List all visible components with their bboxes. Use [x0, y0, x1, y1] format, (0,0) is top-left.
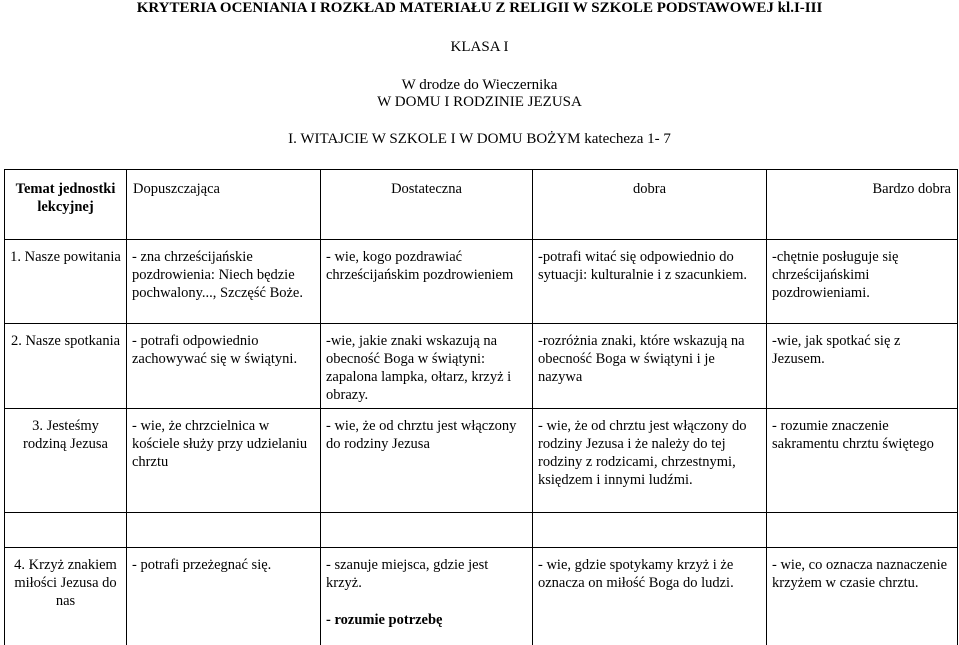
grading-table: [4, 169, 958, 645]
unit-cell: 4. Krzyż znakiem miłości Jezusa do nas: [5, 548, 127, 645]
table-row: [5, 240, 958, 324]
criteria-cell: - wie, co oznacza naznaczenie krzyżem w czasie chrztu.: [767, 548, 958, 645]
criteria-cell: - potrafi odpowiednio zachowywać się w świątyni.: [127, 324, 321, 409]
criteria-cell: - wie, kogo pozdrawiać chrześcijańskim pozdrowieniem: [321, 240, 533, 324]
column-header-dostateczna: Dostateczna: [321, 170, 533, 240]
criteria-cell: - wie, że chrzcielnica w kościele służy przy udzielaniu chrztu: [127, 409, 321, 513]
criteria-text-bold: - rozumie potrzebę: [326, 612, 443, 628]
table-row: [5, 324, 958, 409]
criteria-cell: - zna chrześcijańskie pozdrowienia: Niech będzie pochwalony..., Szczęść Boże.: [127, 240, 321, 324]
criteria-cell: -chętnie posługuje się chrześcijańskimi pozdrowieniami.: [767, 240, 958, 324]
document-title: KRYTERIA OCENIANIA I ROZKŁAD MATERIAŁU Z RELIGII W SZKOLE PODSTAWOWEJ kl.I-III: [136, 0, 823, 16]
table-header-row: [5, 170, 958, 240]
column-header-topic: Temat jednostki lekcyjnej: [5, 170, 127, 240]
unit-cell: 1. Nasze powitania: [5, 240, 127, 324]
criteria-cell: -wie, jak spotkać się z Jezusem.: [767, 324, 958, 409]
criteria-cell: -potrafi witać się odpowiednio do sytuacji: kulturalnie i z szacunkiem.: [533, 240, 767, 324]
column-header-dobra: dobra: [533, 170, 767, 240]
table-row: [5, 409, 958, 513]
section-title: I. WITAJCIE W SZKOLE I W DOMU BOŻYM katecheza 1- 7: [288, 131, 671, 147]
criteria-cell: - rozumie znaczenie sakramentu chrztu świętego: [767, 409, 958, 513]
subtitle-line-2: W DOMU I RODZINIE JEZUSA: [377, 94, 582, 110]
criteria-cell: -wie, jakie znaki wskazują na obecność Boga w świątyni: zapalona lampka, ołtarz, krzyż i obrazy.: [321, 324, 533, 409]
column-header-bardzo-dobra: Bardzo dobra: [767, 170, 958, 240]
criteria-text: - szanuje miejsca, gdzie jest krzyż.: [326, 557, 489, 591]
class-label: KLASA I: [450, 39, 509, 55]
criteria-cell: -rozróżnia znaki, które wskazują na obecność Boga w świątyni i je nazywa: [533, 324, 767, 409]
column-header-dopuszczajaca: Dopuszczająca: [127, 170, 321, 240]
criteria-cell: - wie, że od chrztu jest włączony do rodziny Jezusa: [321, 409, 533, 513]
unit-cell: 2. Nasze spotkania: [5, 324, 127, 409]
criteria-cell: - potrafi przeżegnać się.: [127, 548, 321, 645]
table-row: [5, 548, 958, 645]
unit-cell: 3. Jesteśmy rodziną Jezusa: [5, 409, 127, 513]
criteria-cell: - wie, że od chrztu jest włączony do rodziny Jezusa i że należy do tej rodziny z rodzicami, chrzestnymi, księdzem i innymi ludźmi.: [533, 409, 767, 513]
criteria-cell: [321, 548, 533, 645]
page-break-gap: [5, 513, 958, 548]
subtitle-line-1: W drodze do Wieczernika: [401, 77, 558, 93]
criteria-cell: - wie, gdzie spotykamy krzyż i że oznacza on miłość Boga do ludzi.: [533, 548, 767, 645]
